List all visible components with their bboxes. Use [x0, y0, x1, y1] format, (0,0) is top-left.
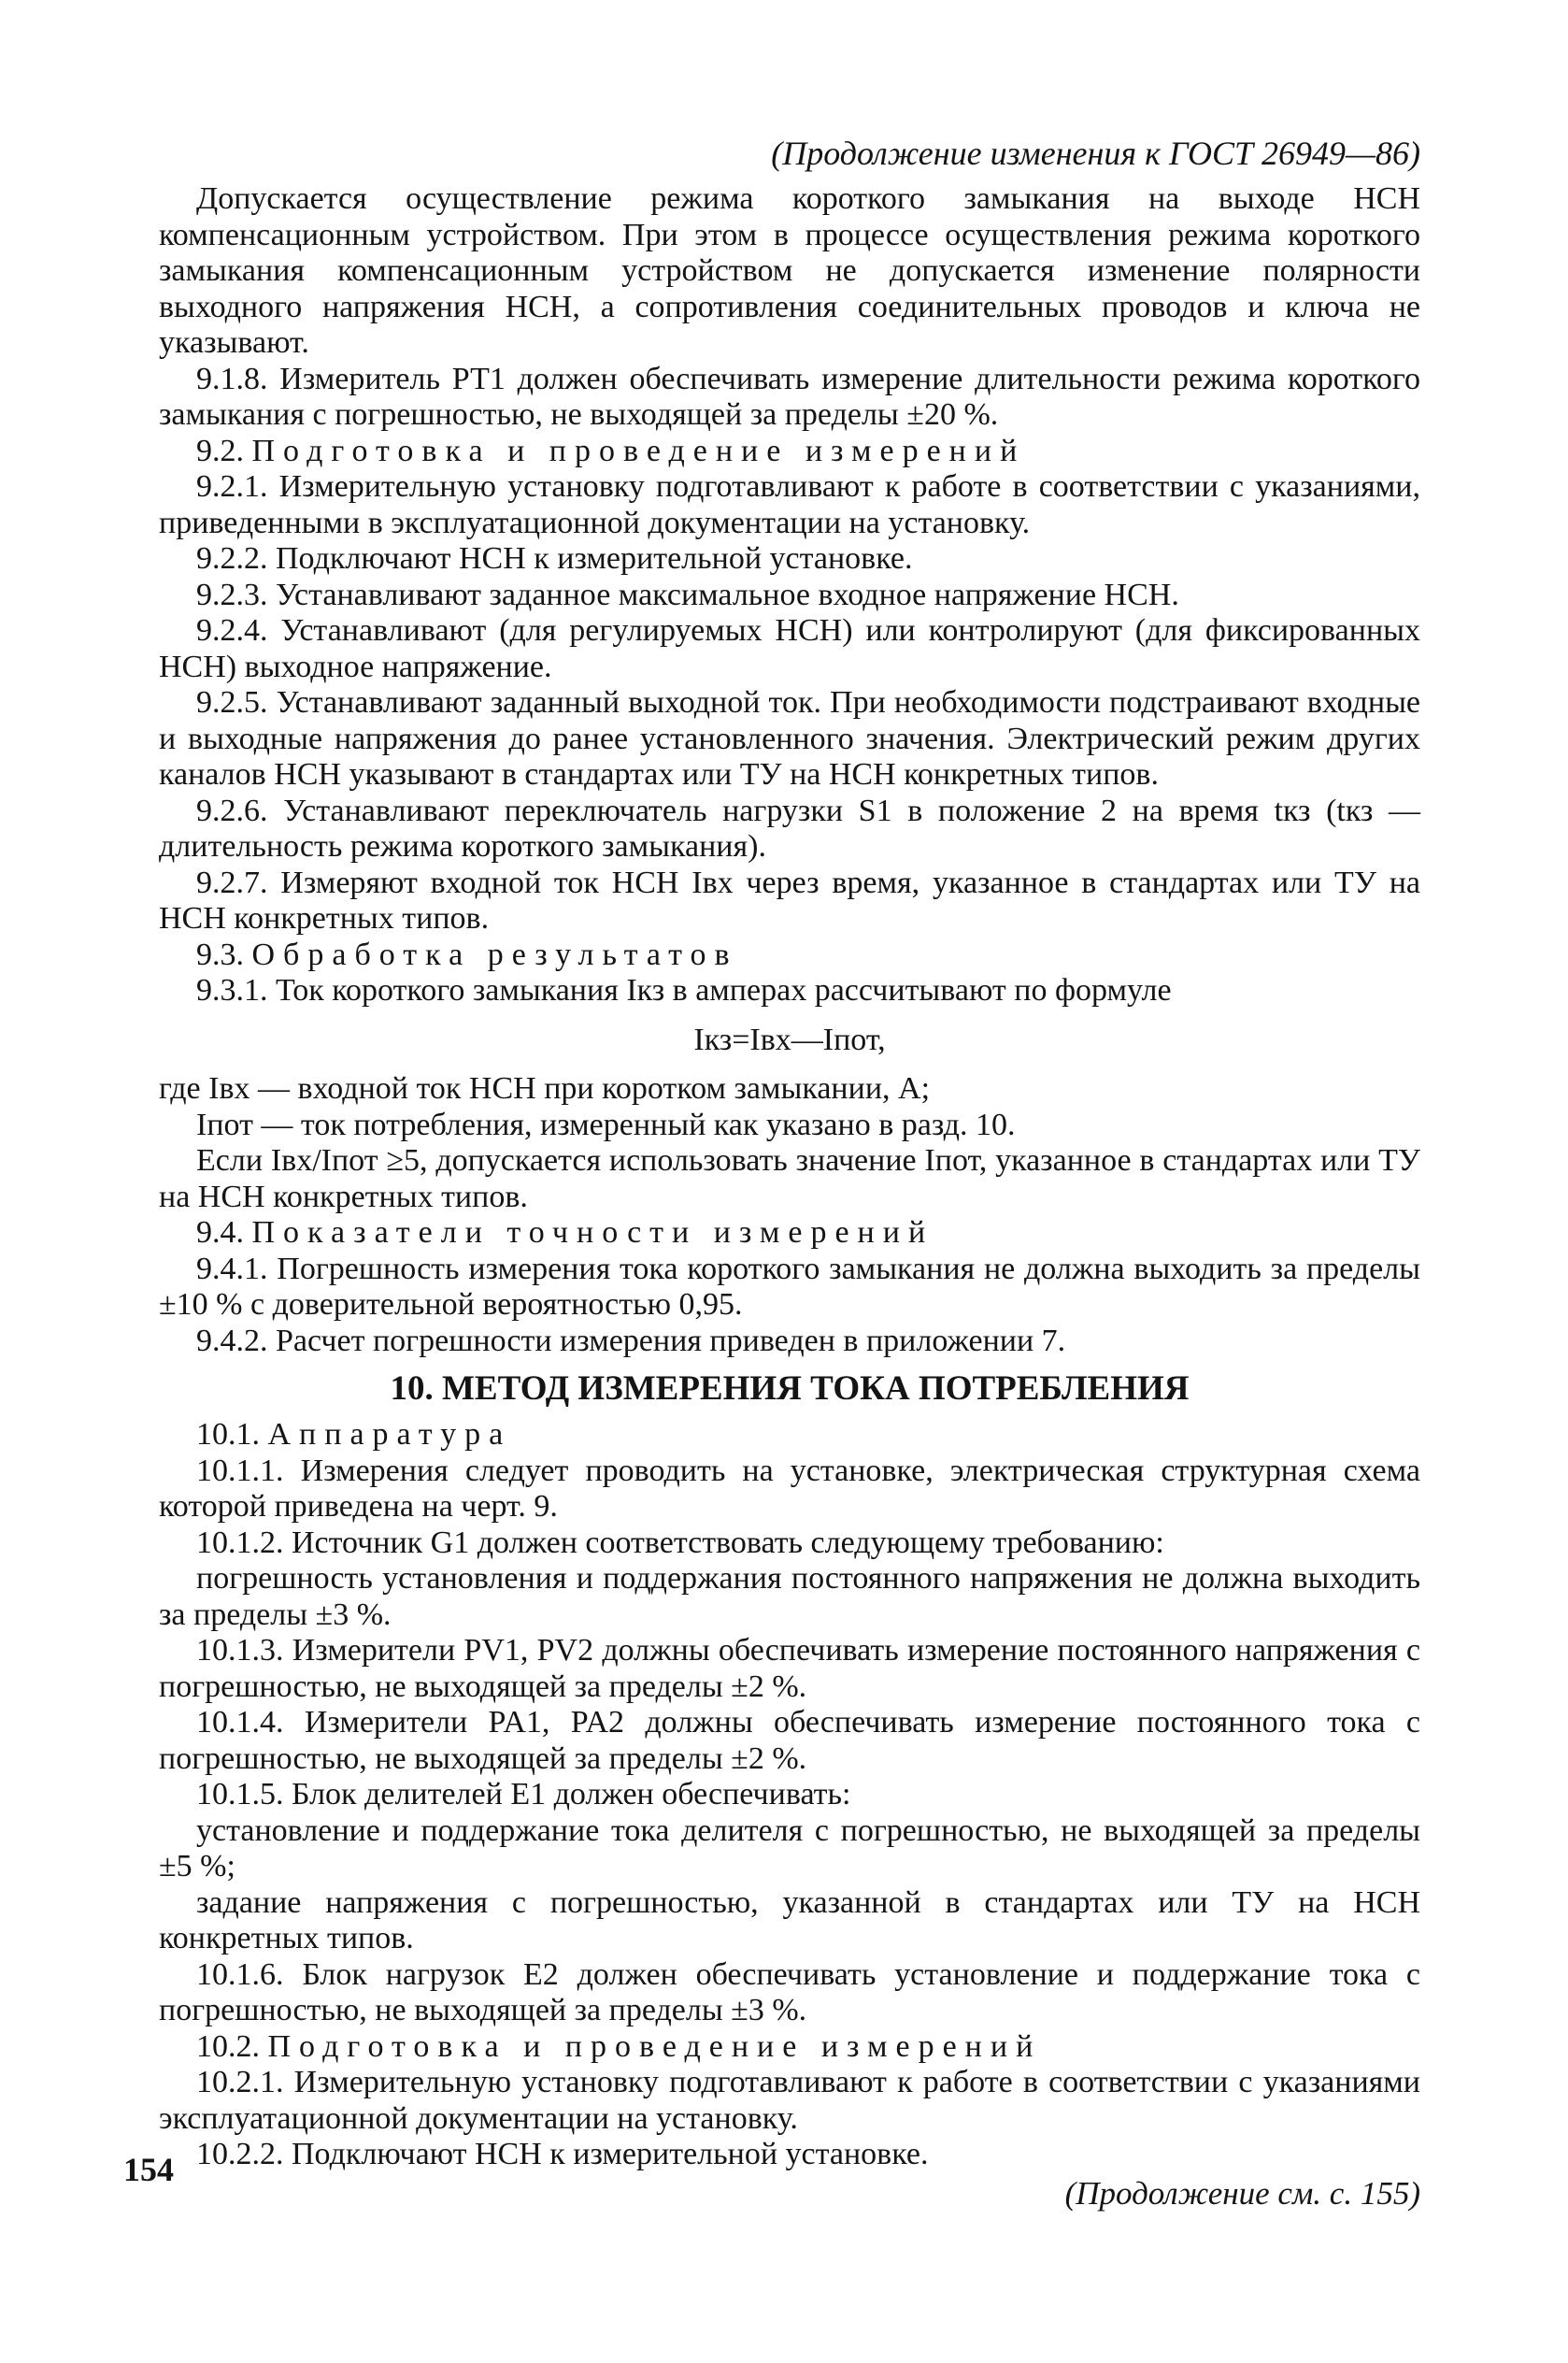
- paragraph: 10.2.1. Измерительную установку подготавливают к работе в соответствии с указаниями эксплуатационной документации на установку.: [159, 2065, 1420, 2136]
- paragraph: 9.2.5. Устанавливают заданный выходной ток. При необходимости подстраивают входные и выходные напряжения до ранее установленного значения. Электрический режим других каналов НСН указывают в стандартах или ТУ на НСН конкретных типов.: [159, 685, 1420, 792]
- subsection-title: Аппаратура: [267, 1417, 512, 1452]
- subsection-heading: [159, 1417, 1420, 1454]
- continuation-footer: (Продолжение см. с. 155): [1064, 2174, 1420, 2212]
- paragraph: 9.2.3. Устанавливают заданное максимальное входное напряжение НСН.: [196, 577, 1179, 612]
- subsection-number: 10.2.: [196, 2028, 260, 2064]
- paragraph: где Iвх — входной ток НСН при коротком замыкании, А;: [159, 1071, 931, 1106]
- document-body: [159, 181, 1420, 2173]
- page-number: 154: [123, 2151, 174, 2188]
- paragraph: 10.1.6. Блок нагрузок E2 должен обеспечивать установление и поддержание тока с погрешностью, не выходящей за пределы ±3 %.: [159, 1956, 1420, 2027]
- section-heading: 10. МЕТОД ИЗМЕРЕНИЯ ТОКА ПОТРЕБЛЕНИЯ: [390, 1369, 1190, 1408]
- paragraph: Iпот — ток потребления, измеренный как указано в разд. 10.: [196, 1107, 1016, 1142]
- paragraph: 9.2.2. Подключают НСН к измерительной установке.: [196, 541, 913, 576]
- paragraph: 9.2.1. Измерительную установку подготавливают к работе в соответствии с указаниями, приведенными в эксплуатационной документации на установку.: [159, 469, 1420, 540]
- paragraph: задание напряжения с погрешностью, указанной в стандартах или ТУ на НСН конкретных типов.: [159, 1884, 1420, 1955]
- paragraph: 10.1.1. Измерения следует проводить на установке, электрическая структурная схема которой приведена на черт. 9.: [159, 1453, 1420, 1524]
- paragraph: 10.1.2. Источник G1 должен соответствовать следующему требованию:: [196, 1525, 1164, 1560]
- subsection-heading: [159, 938, 1420, 974]
- paragraph: погрешность установления и поддержания постоянного напряжения не должна выходить за пределы ±3 %.: [159, 1561, 1420, 1632]
- paragraph: 9.2.4. Устанавливают (для регулируемых НСН) или контролируют (для фиксированных НСН) выходное напряжение.: [159, 613, 1420, 684]
- subsection-heading: [159, 1215, 1420, 1252]
- subsection-heading: [159, 434, 1420, 470]
- paragraph: 10.1.5. Блок делителей E1 должен обеспечивать:: [196, 1777, 851, 1812]
- paragraph: 9.2.6. Устанавливают переключатель нагрузки S1 в положение 2 на время tкз (tкз — длительность режима короткого замыкания).: [159, 793, 1420, 864]
- subsection-heading: [159, 2029, 1420, 2066]
- paragraph: 9.4.1. Погрешность измерения тока короткого замыкания не должна выходить за пределы ±10 % с доверительной вероятностью 0,95.: [159, 1251, 1420, 1322]
- paragraph: 10.2.2. Подключают НСН к измерительной установке.: [196, 2137, 929, 2171]
- paragraph: 9.1.8. Измеритель РТ1 должен обеспечивать измерение длительности режима короткого замыкания с погрешностью, не выходящей за пределы ±20 %.: [159, 361, 1420, 432]
- paragraph: 9.4.2. Расчет погрешности измерения приведен в приложении 7.: [196, 1323, 1066, 1358]
- subsection-number: 10.1.: [196, 1417, 260, 1452]
- document-page: [159, 131, 1420, 2214]
- paragraph: 10.1.4. Измерители PA1, PA2 должны обеспечивать измерение постоянного тока с погрешностью, не выходящей за пределы ±2 %.: [159, 1705, 1420, 1776]
- subsection-number: 9.2.: [196, 433, 244, 468]
- subsection-number: 9.4.: [196, 1215, 244, 1250]
- subsection-title: Подготовка и проведение измерений: [267, 2028, 1042, 2064]
- subsection-title: Показатели точности измерений: [251, 1215, 934, 1250]
- paragraph: установление и поддержание тока делителя с погрешностью, не выходящей за пределы ±5 %;: [159, 1812, 1420, 1883]
- formula: Iкз=Iвх—Iпот,: [693, 1022, 886, 1057]
- paragraph: 9.2.7. Измеряют входной ток НСН Iвх через время, указанное в стандартах или ТУ на НСН конкретных типов.: [159, 865, 1420, 936]
- paragraph: Допускается осуществление режима короткого замыкания на выходе НСН компенсационным устройством. При этом в процессе осуществления режима короткого замыкания компенсационным устройством не допускается изменение полярности выходного напряжения НСН, а сопротивления соединительных проводов и ключа не указывают.: [159, 181, 1420, 360]
- continuation-header: (Продолжение изменения к ГОСТ 26949—86): [771, 135, 1420, 172]
- subsection-title: Обработка результатов: [251, 937, 738, 972]
- subsection-number: 9.3.: [196, 937, 244, 972]
- subsection-title: Подготовка и проведение измерений: [251, 433, 1026, 468]
- paragraph: Если Iвх/Iпот ≥5, допускается использовать значение Iпот, указанное в стандартах или ТУ на НСН конкретных типов.: [159, 1143, 1420, 1214]
- paragraph: 9.3.1. Ток короткого замыкания Iкз в амперах рассчитывают по формуле: [196, 973, 1172, 1008]
- paragraph: 10.1.3. Измерители PV1, PV2 должны обеспечивать измерение постоянного напряжения с погрешностью, не выходящей за пределы ±2 %.: [159, 1633, 1420, 1704]
